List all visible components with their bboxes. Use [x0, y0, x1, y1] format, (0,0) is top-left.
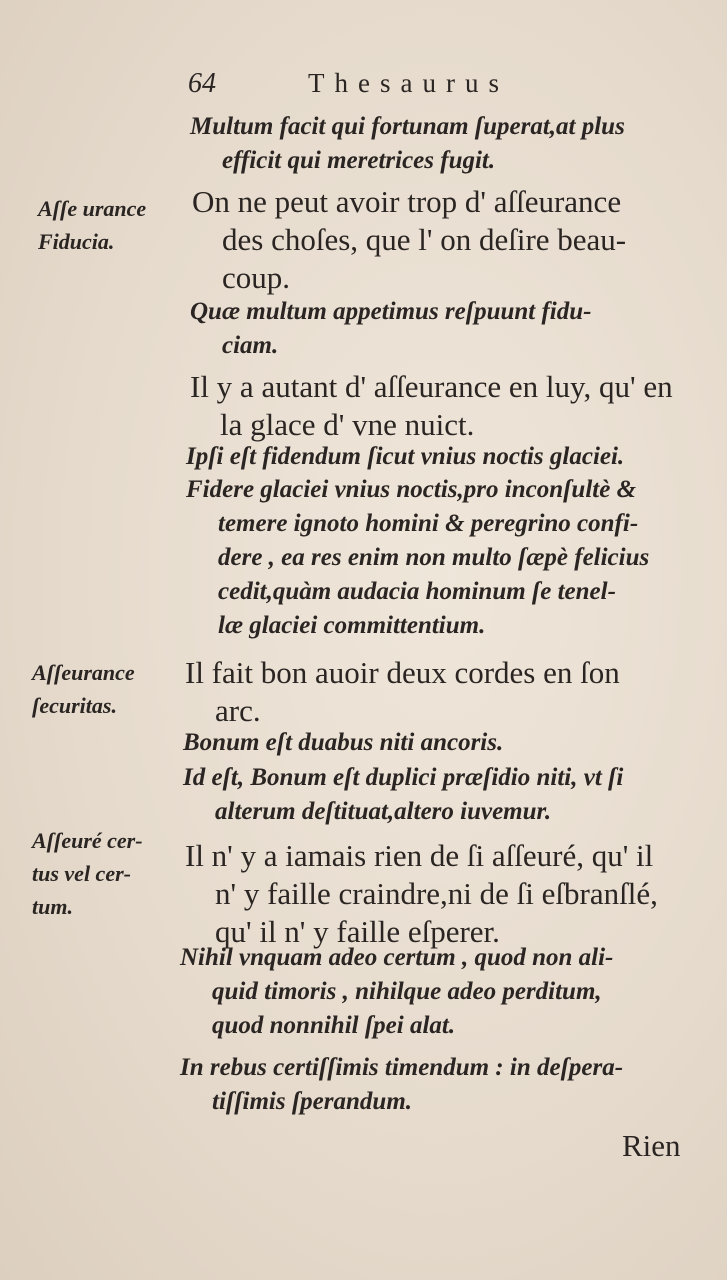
- latin-text-line: temere ignoto homini & peregrino confi-: [218, 510, 639, 537]
- latin-text-line: quod nonnihil ſpei alat.: [212, 1012, 456, 1039]
- latin-text-line: dere , ea res enim non multo ſæpè felicius: [218, 544, 650, 571]
- latin-text-line: læ glaciei committentium.: [218, 612, 486, 639]
- latin-text-line: tiſſimis ſperandum.: [212, 1088, 413, 1115]
- french-text-line: Il fait bon auoir deux cordes en ſon: [185, 655, 620, 690]
- latin-text-line: efficit qui meretrices fugit.: [222, 147, 496, 174]
- catchword: Rien: [622, 1128, 681, 1163]
- latin-text-line: quid timoris , nihilque adeo perditum,: [212, 978, 602, 1005]
- margin-note-line: Aſſe urance: [38, 196, 147, 221]
- margin-note-line: Fiducia.: [38, 229, 115, 254]
- latin-text-line: alterum deſtituat,altero iuvemur.: [215, 798, 552, 825]
- margin-note-line: Aſſeuré cer-: [32, 828, 143, 853]
- latin-text-line: cedit,quàm audacia hominum ſe tenel-: [218, 578, 616, 605]
- french-text-line: n' y faille craindre,ni de ſi eſbranſlé,: [215, 876, 658, 911]
- running-head: [188, 68, 608, 108]
- french-text-line: des choſes, que l' on deſire beau-: [222, 222, 627, 257]
- header-title: Thesaurus: [308, 68, 509, 98]
- latin-text-line: Nihil vnquam adeo certum , quod non ali-: [180, 944, 614, 971]
- latin-text-line: Id eſt, Bonum eſt duplici præſidio niti, vt ſi: [183, 764, 624, 791]
- margin-note-line: Aſſeurance: [32, 660, 135, 685]
- french-text-line: arc.: [215, 693, 261, 728]
- french-text-line: coup.: [222, 260, 291, 295]
- latin-text-line: Bonum eſt duabus niti ancoris.: [183, 729, 504, 756]
- latin-text-line: Fidere glaciei vnius noctis,pro inconſultè &: [186, 476, 637, 503]
- french-text-line: qu' il n' y faille eſperer.: [215, 914, 500, 949]
- latin-text-line: In rebus certiſſimis timendum : in deſpera-: [180, 1054, 624, 1081]
- latin-text-line: Quæ multum appetimus reſpuunt fidu-: [190, 298, 592, 325]
- french-text-line: Il y a autant d' aſſeurance en luy, qu' en: [190, 369, 673, 404]
- french-text-line: On ne peut avoir trop d' aſſeurance: [192, 184, 622, 219]
- latin-text-line: Ipſi eſt fidendum ſicut vnius noctis glaciei.: [186, 443, 625, 470]
- latin-text-line: Multum facit qui fortunam ſuperat,at plus: [190, 113, 625, 140]
- margin-note-line: tus vel cer-: [32, 861, 131, 886]
- margin-note-line: ſecuritas.: [32, 693, 117, 718]
- page-number: 64: [188, 68, 216, 99]
- latin-text-line: ciam.: [222, 332, 279, 359]
- french-text-line: Il n' y a iamais rien de ſi aſſeuré, qu' il: [185, 838, 654, 873]
- margin-note-line: tum.: [32, 894, 73, 919]
- french-text-line: la glace d' vne nuict.: [220, 407, 475, 442]
